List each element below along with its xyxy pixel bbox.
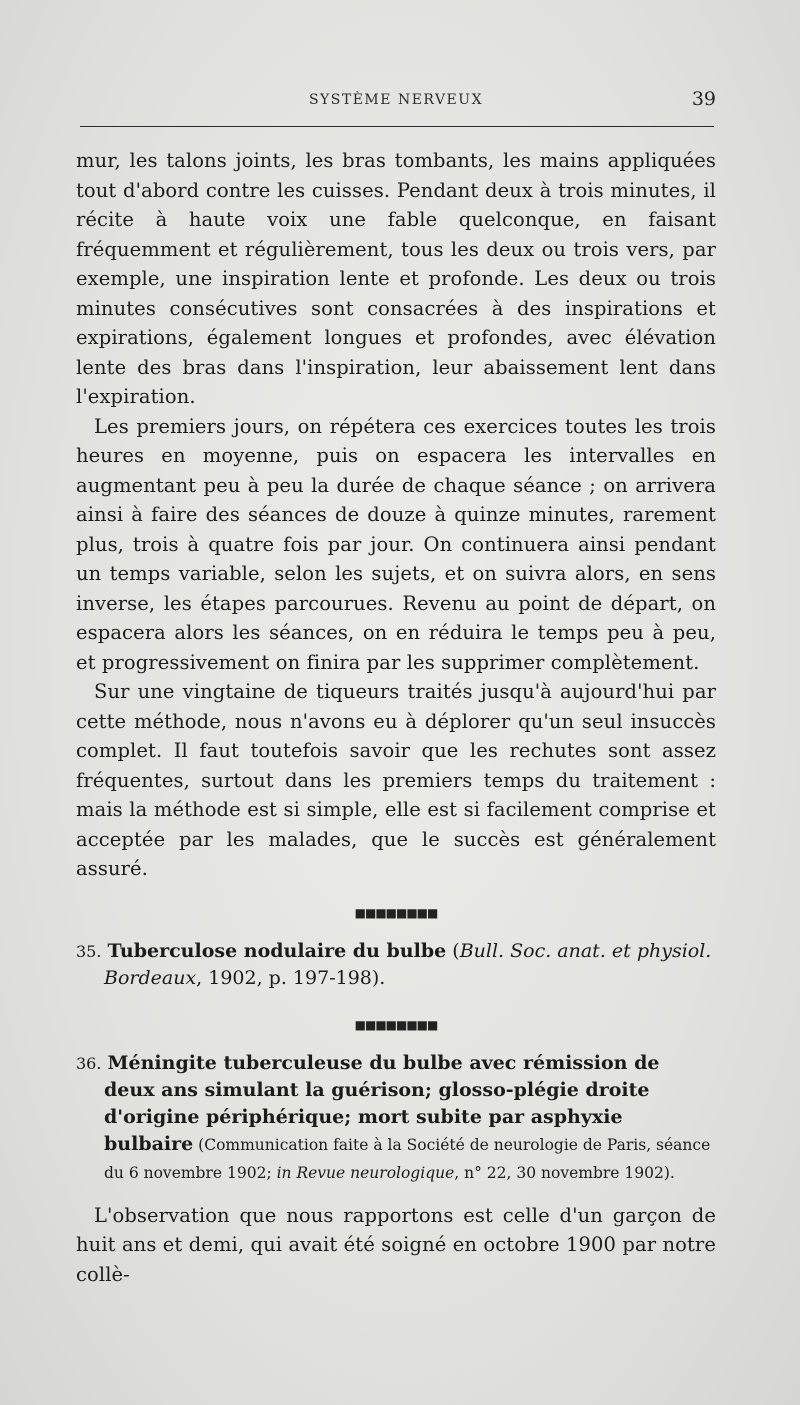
entry-title: Méningite tuberculeuse du bulbe avec rémission de deux ans simulant la guérison; glosso-plégie droite d'origine périphérique; mort subite par asphyxie bulbaire — [104, 1051, 660, 1155]
entry-number: 36. — [76, 1053, 102, 1073]
entry-journal: in Revue neurologique — [276, 1163, 455, 1182]
section-separator-2: ■■■■■■■■ — [354, 1017, 438, 1032]
entry-ref-details: , 1902, p. 197-198). — [196, 966, 386, 989]
entry-title: Tuberculose nodulaire du bulbe — [107, 939, 447, 962]
paragraph-continuation: mur, les talons joints, les bras tombants, les mains appliquées tout d'abord contre les cuisses. Pendant deux à trois minutes, il récite à haute voix une fable quelconque, en faisant fréquemment et régulièrement, tous les deux ou trois vers, par exemple, une inspiration lente et profonde. Les deux ou trois minutes consécutives sont consacrées à des inspirations et expirations, également longues et profondes, avec élévation lente des bras dans l'inspiration, leur abaissement lent dans l'expiration. — [76, 149, 716, 408]
bibliography-entry-36 — [76, 1050, 716, 1187]
header-rule — [80, 126, 714, 127]
bibliography-entry-35 — [76, 938, 716, 992]
running-title: SYSTÈME NERVEUX — [308, 92, 484, 108]
paragraph-exercises: Les premiers jours, on répétera ces exercices toutes les trois heures en moyenne, puis on espacera les intervalles en augmentant peu à peu la durée de chaque séance ; on arrivera ainsi à faire des séances de douze à quinze minutes, rarement plus, trois à quatre fois par jour. On continuera ainsi pendant un temps variable, selon les sujets, et on suivra alors, en sens inverse, les étapes parcourues. Revenu au point de départ, on espacera alors les séances, on en réduira le temps peu à peu, et progressivement on finira par les supprimer complètement. — [76, 414, 716, 674]
entry-note: (Communication faite à la Société de neurologie de Paris, séance du 6 novembre 1902; — [104, 1135, 711, 1182]
page-number: 39 — [691, 88, 716, 110]
page-header — [76, 88, 716, 114]
entry-number: 35. — [76, 941, 102, 961]
section-separator: ■■■■■■■■ — [354, 905, 438, 920]
entry-ref-details: , n° 22, 30 novembre 1902). — [454, 1163, 675, 1182]
page-body — [76, 146, 716, 1289]
entry-ref-open: ( — [452, 939, 460, 962]
paragraph-observation: L'observation que nous rapportons est celle d'un garçon de huit ans et demi, qui avait été soigné en octobre 1900 par notre collè- — [76, 1203, 716, 1286]
paragraph-results: Sur une vingtaine de tiqueurs traités jusqu'à aujourd'hui par cette méthode, nous n'avons eu à déplorer qu'un seul insuccès complet. Il faut toutefois savoir que les rechutes sont assez fréquentes, surtout dans les premiers temps du traitement : mais la méthode est si simple, elle est si facilement comprise et acceptée par les malades, que le succès est généralement assuré. — [76, 680, 716, 880]
entry-journal: Bull. Soc. anat. et physiol. Bordeaux — [104, 939, 712, 989]
